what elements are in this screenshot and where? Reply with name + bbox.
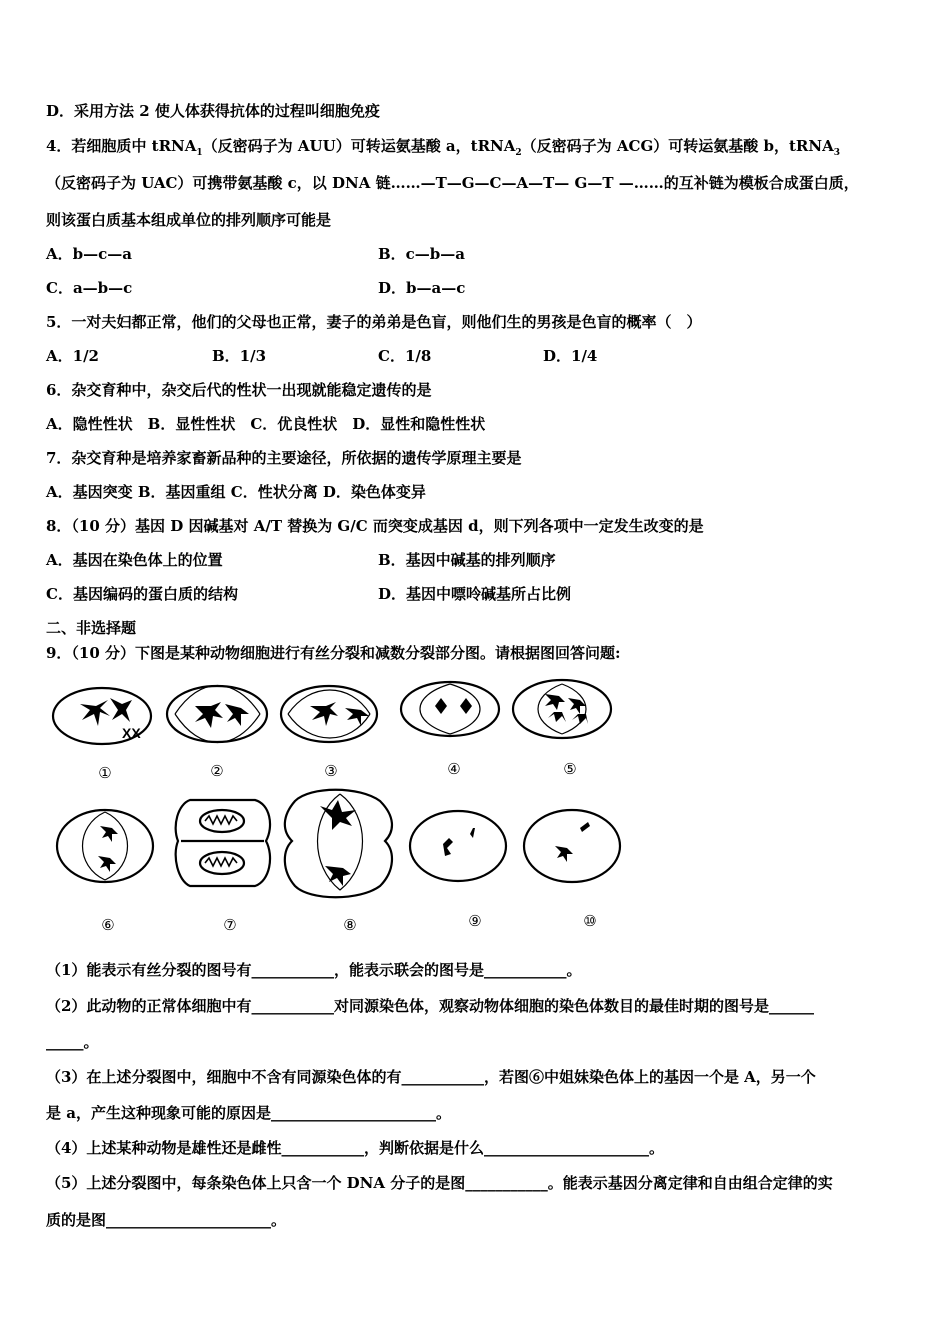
q9-sub3-line1: （3）在上述分裂图中，细胞中不含有同源染色体的有___________，若图⑥中姐妹染色体上的基因一个是 A，另一个	[46, 1068, 816, 1086]
q9-sub5-line1: （5）上述分裂图中，每条染色体上只含一个 DNA 分子的是图___________。能表示基因分离定律和自由组合定律的实	[46, 1174, 833, 1192]
q8-stem: 8．（10 分）基因 D 因碱基对 A/T 替换为 G/C 而突变成基因 d，则下列各项中一定发生改变的是	[46, 517, 704, 535]
q9-sub1: （1）能表示有丝分裂的图号有___________，能表示联会的图号是___________。	[46, 961, 582, 979]
cell-5	[513, 680, 611, 738]
q9-sub2-line2: _____。	[46, 1033, 99, 1051]
q4-stem-part-b: （反密码子为 AUU）可转运氨基酸 a，tRNA	[202, 137, 516, 155]
q8-option-c: C．基因编码的蛋白质的结构	[46, 585, 238, 603]
q4-stem-line2: （反密码子为 UAC）可携带氨基酸 c，以 DNA 链……—T—G—C—A—T— G—T —……的互补链为模板合成蛋白质，	[46, 174, 859, 192]
q8-option-a: A．基因在染色体上的位置	[46, 551, 223, 569]
q4-sub-2: 2	[515, 148, 522, 158]
q4-stem-part-a: 4．若细胞质中 tRNA	[46, 137, 197, 155]
q6-stem: 6．杂交育种中，杂交后代的性状一出现就能稳定遗传的是	[46, 381, 432, 399]
q8-option-b: B．基因中碱基的排列顺序	[378, 551, 556, 569]
q5-option-a: A．1/2	[46, 347, 99, 365]
q6-options: A．隐性性状 B．显性性状 C．优良性状 D．显性和隐性性状	[46, 415, 486, 433]
q3-option-d: D．采用方法 2 使人体获得抗体的过程叫细胞免疫	[46, 102, 380, 120]
q4-sub-3: 3	[833, 148, 840, 158]
figure-label-5: ⑤	[563, 762, 577, 778]
figure-label-2: ②	[210, 764, 224, 780]
q5-option-d: D．1/4	[543, 347, 598, 365]
figure-label-10: ⑩	[583, 914, 597, 930]
q8-option-d: D．基因中嘌呤碱基所占比例	[378, 585, 572, 603]
figure-label-4: ④	[447, 762, 461, 778]
cell-division-figure	[50, 676, 640, 938]
q9-sub3-line2: 是 a，产生这种现象可能的原因是______________________。	[46, 1104, 451, 1122]
q4-option-a: A．b—c—a	[46, 245, 132, 263]
figure-label-6: ⑥	[101, 918, 115, 934]
figure-label-1: ①	[98, 766, 112, 782]
cell-10	[524, 810, 620, 882]
cell-9	[410, 811, 506, 881]
svg-text:XX: XX	[122, 725, 141, 741]
q4-stem-line3: 则该蛋白质基本组成单位的排列顺序可能是	[46, 211, 332, 229]
q9-sub5-line2: 质的是图______________________。	[46, 1211, 287, 1229]
q4-option-b: B．c—b—a	[378, 245, 466, 263]
figure-label-3: ③	[324, 764, 338, 780]
figure-label-9: ⑨	[468, 914, 482, 930]
cell-6	[57, 810, 153, 882]
q7-options: A．基因突变 B．基因重组 C．性状分离 D．染色体变异	[46, 483, 426, 501]
q5-option-b: B．1/3	[212, 347, 267, 365]
cell-4	[401, 682, 499, 736]
q4-stem-part-c: （反密码子为 ACG）可转运氨基酸 b，tRNA	[521, 137, 834, 155]
figure-label-7: ⑦	[223, 918, 237, 934]
q7-stem: 7．杂交育种是培养家畜新品种的主要途径，所依据的遗传学原理主要是	[46, 449, 522, 467]
q4-sub-1: 1	[196, 148, 203, 158]
q4-option-d: D．b—a—c	[378, 279, 466, 297]
q9-sub4: （4）上述某种动物是雄性还是雌性___________，判断依据是什么______________________。	[46, 1139, 664, 1157]
q9-sub2-line1: （2）此动物的正常体细胞中有___________对同源染色体，观察动物体细胞的染色体数目的最佳时期的图号是______	[46, 997, 814, 1015]
q4-option-c: C．a—b—c	[46, 279, 133, 297]
q4-stem-line1	[46, 136, 840, 163]
section-title: 二、非选择题	[46, 619, 137, 637]
q5-option-c: C．1/8	[378, 347, 432, 365]
q5-stem: 5．一对夫妇都正常，他们的父母也正常，妻子的弟弟是色盲，则他们生的男孩是色盲的概率（ ）	[46, 313, 702, 331]
figure-label-8: ⑧	[343, 918, 357, 934]
q9-stem: 9．（10 分）下图是某种动物细胞进行有丝分裂和减数分裂部分图。请根据图回答问题:	[46, 644, 621, 662]
